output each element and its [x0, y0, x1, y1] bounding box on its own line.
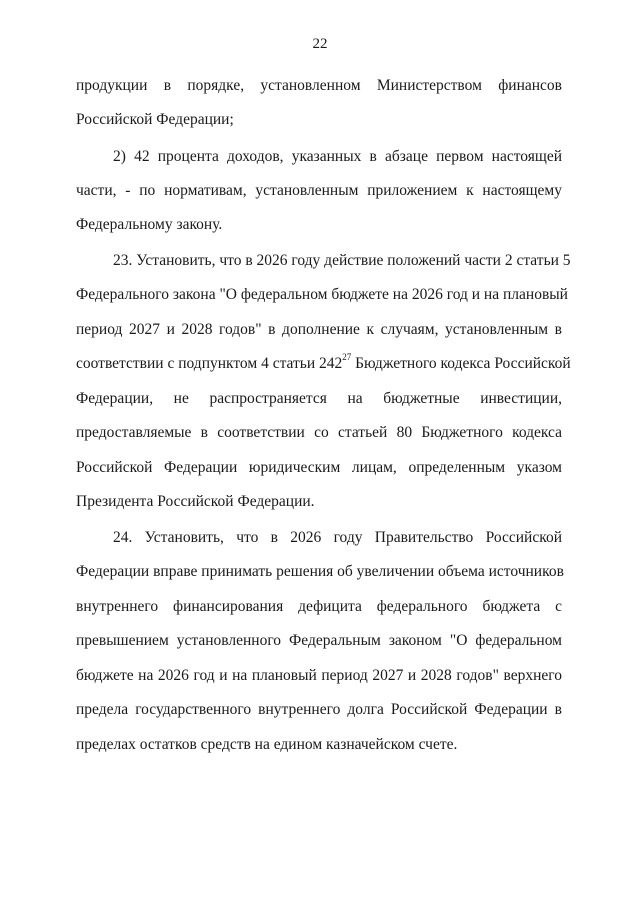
text-line: части, - по нормативам, установленным приложением к настоящему	[76, 182, 562, 199]
text-line: бюджете на 2026 год и на плановый период 2027 и 2028 годов" верхнего	[76, 667, 562, 684]
text-line: Российской Федерации юридическим лицам, определенным указом	[76, 459, 562, 476]
text-line: Российской Федерации;	[76, 111, 234, 128]
text-line: продукции в порядке, установленном Министерством финансов	[76, 77, 562, 94]
text-fragment: соответствии с подпунктом 4 статьи 242	[76, 355, 343, 372]
text-line: предоставляемые в соответствии со статьей 80 Бюджетного кодекса	[76, 424, 562, 441]
text-line	[76, 351, 571, 374]
text-line: 2) 42 процента доходов, указанных в абзаце первом настоящей	[113, 148, 562, 165]
text-line: Президента Российской Федерации.	[76, 493, 315, 510]
text-line: 24. Установить, что в 2026 году Правительство Российской	[113, 529, 562, 546]
text-line: Федерального закона "О федеральном бюджете на 2026 год и на плановый	[76, 286, 568, 303]
text-line: пределах остатков средств на едином казначейском счете.	[76, 736, 458, 753]
text-fragment: Бюджетного кодекса Российской	[351, 355, 571, 372]
text-line: Федеральному закону.	[76, 216, 223, 233]
text-line: предела государственного внутреннего долга Российской Федерации в	[76, 701, 562, 718]
text-line: превышением установленного Федеральным законом "О федеральном	[76, 632, 562, 649]
text-line: Федерации вправе принимать решения об увеличении объема источников	[76, 563, 564, 580]
text-line: Федерации, не распространяется на бюджетные инвестиции,	[76, 390, 562, 407]
text-line: 23. Установить, что в 2026 году действие положений части 2 статьи 5	[113, 252, 571, 269]
superscript: 27	[342, 351, 352, 362]
page-number: 22	[312, 36, 328, 52]
text-line: внутреннего финансирования дефицита федерального бюджета с	[76, 598, 562, 615]
text-line: период 2027 и 2028 годов" в дополнение к случаям, установленным в	[76, 321, 562, 338]
